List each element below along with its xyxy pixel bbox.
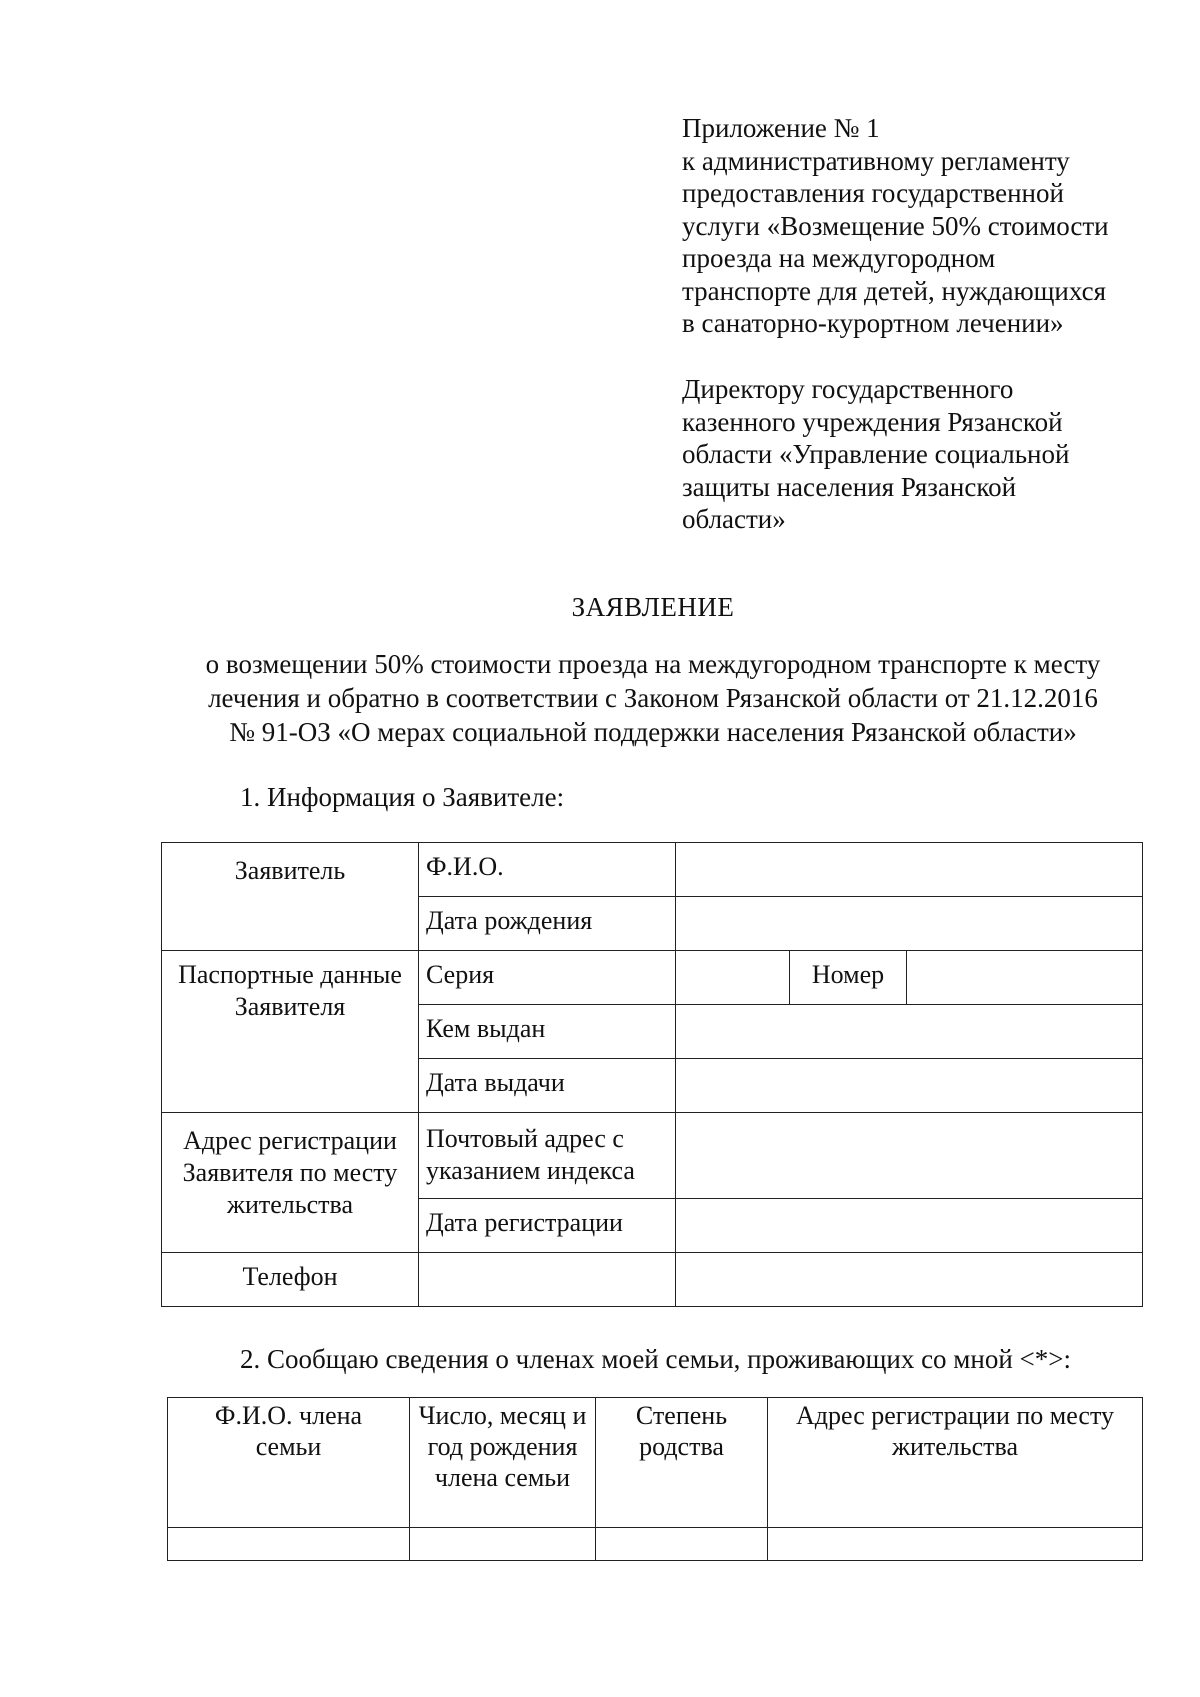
appendix-line: предоставления государственной: [682, 178, 1064, 208]
series-field[interactable]: [676, 951, 790, 1005]
applicant-info-table: [161, 842, 1143, 1307]
postal-address-field[interactable]: [676, 1113, 1143, 1199]
column-header-birth-date: Число, месяц и год рождения члена семьи: [410, 1398, 596, 1528]
subtitle-line: № 91-ОЗ «О мерах социальной поддержки населения Рязанской области»: [229, 717, 1077, 747]
appendix-line: Приложение № 1: [682, 113, 880, 143]
addressee-line: казенного учреждения Рязанской: [682, 406, 1063, 437]
birth-date-label: Дата рождения: [419, 897, 676, 951]
addressee-line: защиты населения Рязанской: [682, 471, 1017, 502]
issued-by-field[interactable]: [676, 1005, 1143, 1059]
column-header-fio: Ф.И.О. члена семьи: [168, 1398, 410, 1528]
family-birth-date-field[interactable]: [410, 1528, 596, 1561]
family-fio-field[interactable]: [168, 1528, 410, 1561]
number-label: Номер: [790, 951, 907, 1005]
appendix-line: в санаторно-курортном лечении»: [682, 308, 1064, 338]
addressee-block: [682, 373, 1152, 536]
appendix-header: [682, 112, 1152, 340]
family-relation-field[interactable]: [596, 1528, 768, 1561]
number-field[interactable]: [907, 951, 1143, 1005]
appendix-line: услуги «Возмещение 50% стоимости: [682, 210, 1109, 241]
addressee-line: области «Управление социальной: [682, 439, 1070, 469]
family-address-field[interactable]: [768, 1528, 1143, 1561]
issue-date-label: Дата выдачи: [419, 1059, 676, 1113]
reg-date-label: Дата регистрации: [419, 1199, 676, 1253]
appendix-line: проезда на междугородном: [682, 243, 996, 273]
section1-heading: 1. Информация о Заявителе:: [240, 782, 565, 812]
issue-date-field[interactable]: [676, 1059, 1143, 1113]
appendix-line: к административному регламенту: [682, 145, 1070, 176]
addressee-line: области»: [682, 504, 786, 534]
phone-field[interactable]: [419, 1253, 676, 1307]
subtitle-line: лечения и обратно в соответствии с Законом Рязанской области от 21.12.2016: [208, 683, 1098, 713]
postal-address-label: Почтовый адрес с указанием индекса: [419, 1113, 676, 1199]
applicant-label: Заявитель: [162, 843, 419, 951]
phone-label: Телефон: [162, 1253, 419, 1307]
issued-by-label: Кем выдан: [419, 1005, 676, 1059]
column-header-relation: Степень родства: [596, 1398, 768, 1528]
addressee-line: Директору государственного: [682, 374, 1014, 404]
document-subtitle: [150, 647, 1156, 749]
passport-label: Паспортные данные Заявителя: [162, 951, 419, 1113]
document-title: ЗАЯВЛЕНИЕ: [571, 592, 735, 622]
column-header-address: Адрес регистрации по месту жительства: [768, 1398, 1143, 1528]
series-label: Серия: [419, 951, 676, 1005]
fio-field[interactable]: [676, 843, 1143, 897]
section2-heading: 2. Сообщаю сведения о членах моей семьи, проживающих со мной <*>:: [240, 1344, 1071, 1374]
table-row: [168, 1528, 1143, 1561]
reg-date-field[interactable]: [676, 1199, 1143, 1253]
phone-extra-field[interactable]: [676, 1253, 1143, 1307]
family-members-table: [167, 1397, 1143, 1561]
birth-date-field[interactable]: [676, 897, 1143, 951]
subtitle-line: о возмещении 50% стоимости проезда на междугородном транспорте к месту: [205, 649, 1101, 679]
fio-label: Ф.И.О.: [419, 843, 676, 897]
appendix-line: транспорте для детей, нуждающихся: [682, 275, 1107, 306]
reg-address-label: Адрес регистрации Заявителя по месту жительства: [162, 1113, 419, 1253]
